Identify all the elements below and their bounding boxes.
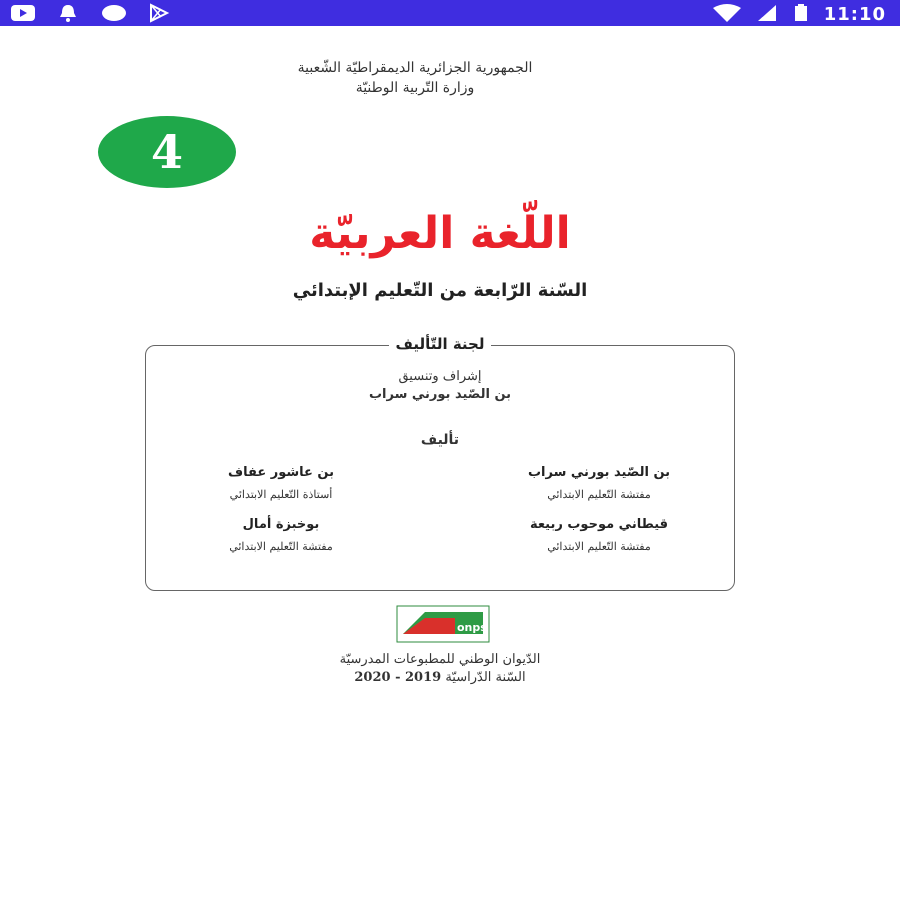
book-title: اللّغة العربيّة: [309, 208, 571, 259]
author-role: مفتشة التّعليم الابتدائي: [229, 540, 333, 553]
committee-title: لجنة التّأليف: [389, 335, 490, 353]
status-time: 11:10: [823, 4, 886, 25]
youtube-icon: [10, 3, 36, 27]
author-name: بن عاشور عفاف: [227, 465, 335, 480]
status-bar-right-icons: [712, 3, 886, 23]
grade-badge: 4: [98, 116, 236, 188]
play-store-icon: [147, 3, 171, 27]
supervision-label: إشراف وتنسيق: [398, 369, 482, 384]
battery-icon: [793, 3, 809, 27]
notification-bell-icon: [57, 3, 79, 27]
onps-logo: [395, 604, 491, 644]
publisher-name: الدّيوان الوطني للمطبوعات المدرسيّة: [339, 652, 541, 667]
author-card: [484, 462, 714, 506]
authors-label: تأليف: [420, 432, 460, 448]
supervision-block: [146, 368, 734, 404]
book-subtitle: السّنة الرّابعة من التّعليم الإبتدائي: [292, 280, 588, 301]
book-cover-page: [0, 26, 900, 900]
author-role: مفتشة التّعليم الابتدائي: [547, 540, 651, 553]
author-role: أستاذة التّعليم الابتدائي: [229, 488, 333, 501]
school-year-line: [250, 669, 630, 687]
supervisor-name: بن الصّيد بورني سراب: [368, 387, 512, 402]
circle-icon: [100, 3, 128, 27]
author-card: [166, 514, 396, 558]
wifi-icon: [712, 3, 742, 27]
committee-title-wrap: [146, 334, 734, 353]
publisher-block: [250, 651, 630, 687]
status-bar-left-icons: [10, 3, 171, 23]
authoring-committee-box: [145, 335, 735, 591]
author-role: مفتشة التّعليم الابتدائي: [547, 488, 651, 501]
school-year: 2020 - 2019: [354, 670, 442, 685]
author-name: بوخبزة أمال: [242, 517, 320, 532]
ministry-name: وزارة التّربية الوطنيّة: [355, 80, 475, 96]
status-bar: [0, 0, 900, 26]
republic-name: الجمهورية الجزائرية الديمقراطيّة الشّعبية: [297, 60, 533, 76]
onps-logo-text: onps: [457, 621, 487, 634]
ministry-header: [200, 58, 630, 98]
signal-icon: [756, 3, 778, 27]
author-name: بن الصّيد بورني سراب: [527, 465, 671, 480]
author-card: [484, 514, 714, 558]
author-card: [166, 462, 396, 506]
author-name: قيطاني موحوب ربيعة: [529, 517, 669, 532]
school-year-label: السّنة الدّراسيّة: [445, 670, 526, 685]
